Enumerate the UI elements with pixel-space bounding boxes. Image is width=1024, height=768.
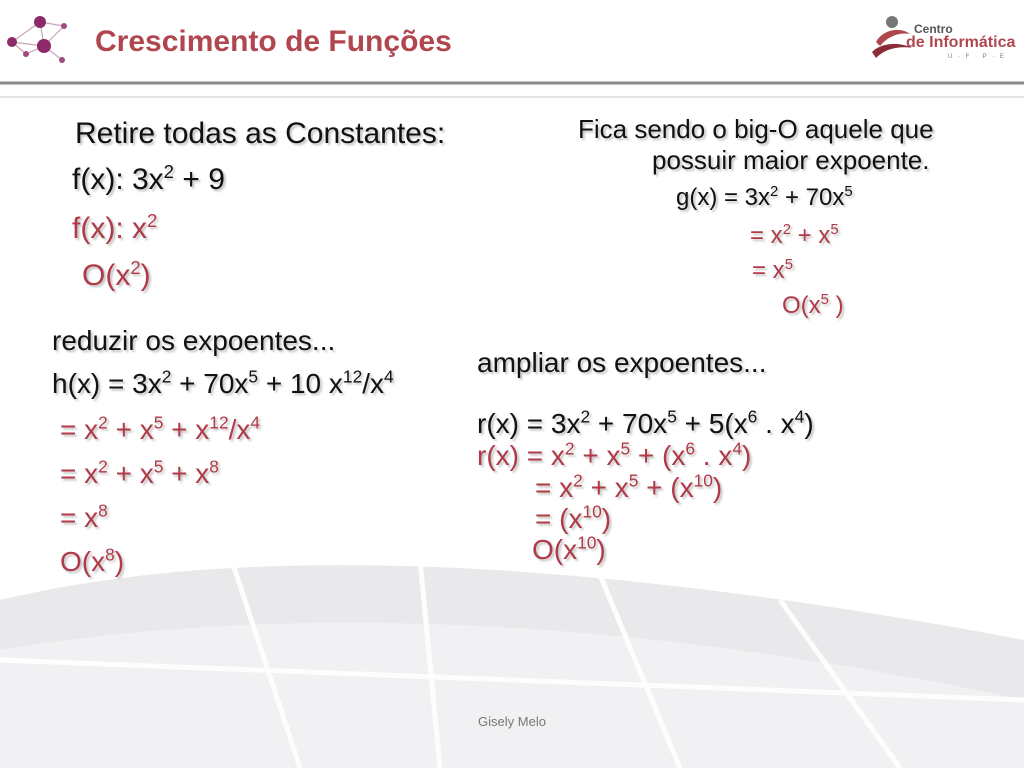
footer-author: Gisely Melo — [478, 714, 546, 729]
formula-hx-step1: = $x^2 + x^5 + x^{12}/x^4$ — [60, 412, 261, 445]
formula-hx: $h(x) = 3x^2 + 70x^5 + 10$ $x^{12}/x^4$ — [52, 366, 394, 399]
formula-big-o-x2: $O(x^2)$ — [82, 256, 151, 292]
formula-hx-step2: = $x^2 + x^5 + x^8$ — [60, 456, 219, 489]
formula-big-o-x10: $O(x^{10})$ — [532, 532, 606, 565]
formula-big-o-x5: $O(x^5$ ) — [782, 292, 844, 319]
logo-text-ufpe: U · F · P · E — [948, 54, 1006, 60]
slide-title: Crescimento de Funções — [95, 25, 452, 58]
logo-text-centro: Centro — [914, 22, 953, 36]
formula-gx: $g(x) = 3x^2 + 70x^5$ — [676, 184, 853, 211]
formula-rx-step3: = $(x^{10})$ — [535, 501, 612, 534]
constants-heading: Retire todas as Constantes: — [75, 117, 446, 150]
formula-gx-step1: = $x^2 + x^5$ — [750, 222, 839, 249]
formula-big-o-x8: $O(x^8)$ — [60, 544, 125, 577]
formula-rx: $r(x) = 3x^2 + 70x^5 + 5(x^6$ . $x^4$) — [477, 406, 814, 439]
formula-rx-step2: = $x^2 + x^5 + (x^{10})$ — [535, 470, 723, 503]
reduce-exponents-heading: reduzir os expoentes... — [52, 325, 336, 356]
formula-gx-step2: = $x^5$ — [752, 257, 793, 284]
formula-fx: f(x): $3x^2 + 9$ — [72, 160, 225, 196]
bigo-explanation-line1: Fica sendo o big-O aquele que — [578, 114, 934, 144]
bigo-explanation-line2: possuir maior expoente. — [652, 145, 930, 175]
formula-rx-step1: $r(x) = x^2 + x^5 + (x^6$ . $x^4$) — [477, 438, 752, 471]
formula-hx-step3: = $x^8$ — [60, 500, 108, 533]
logo-text-informatica: de Informática — [906, 34, 1016, 51]
formula-fx-simplified: f(x): $x^2$ — [72, 209, 158, 245]
expand-exponents-heading: ampliar os expoentes... — [477, 347, 767, 378]
network-logo-icon — [4, 8, 74, 70]
